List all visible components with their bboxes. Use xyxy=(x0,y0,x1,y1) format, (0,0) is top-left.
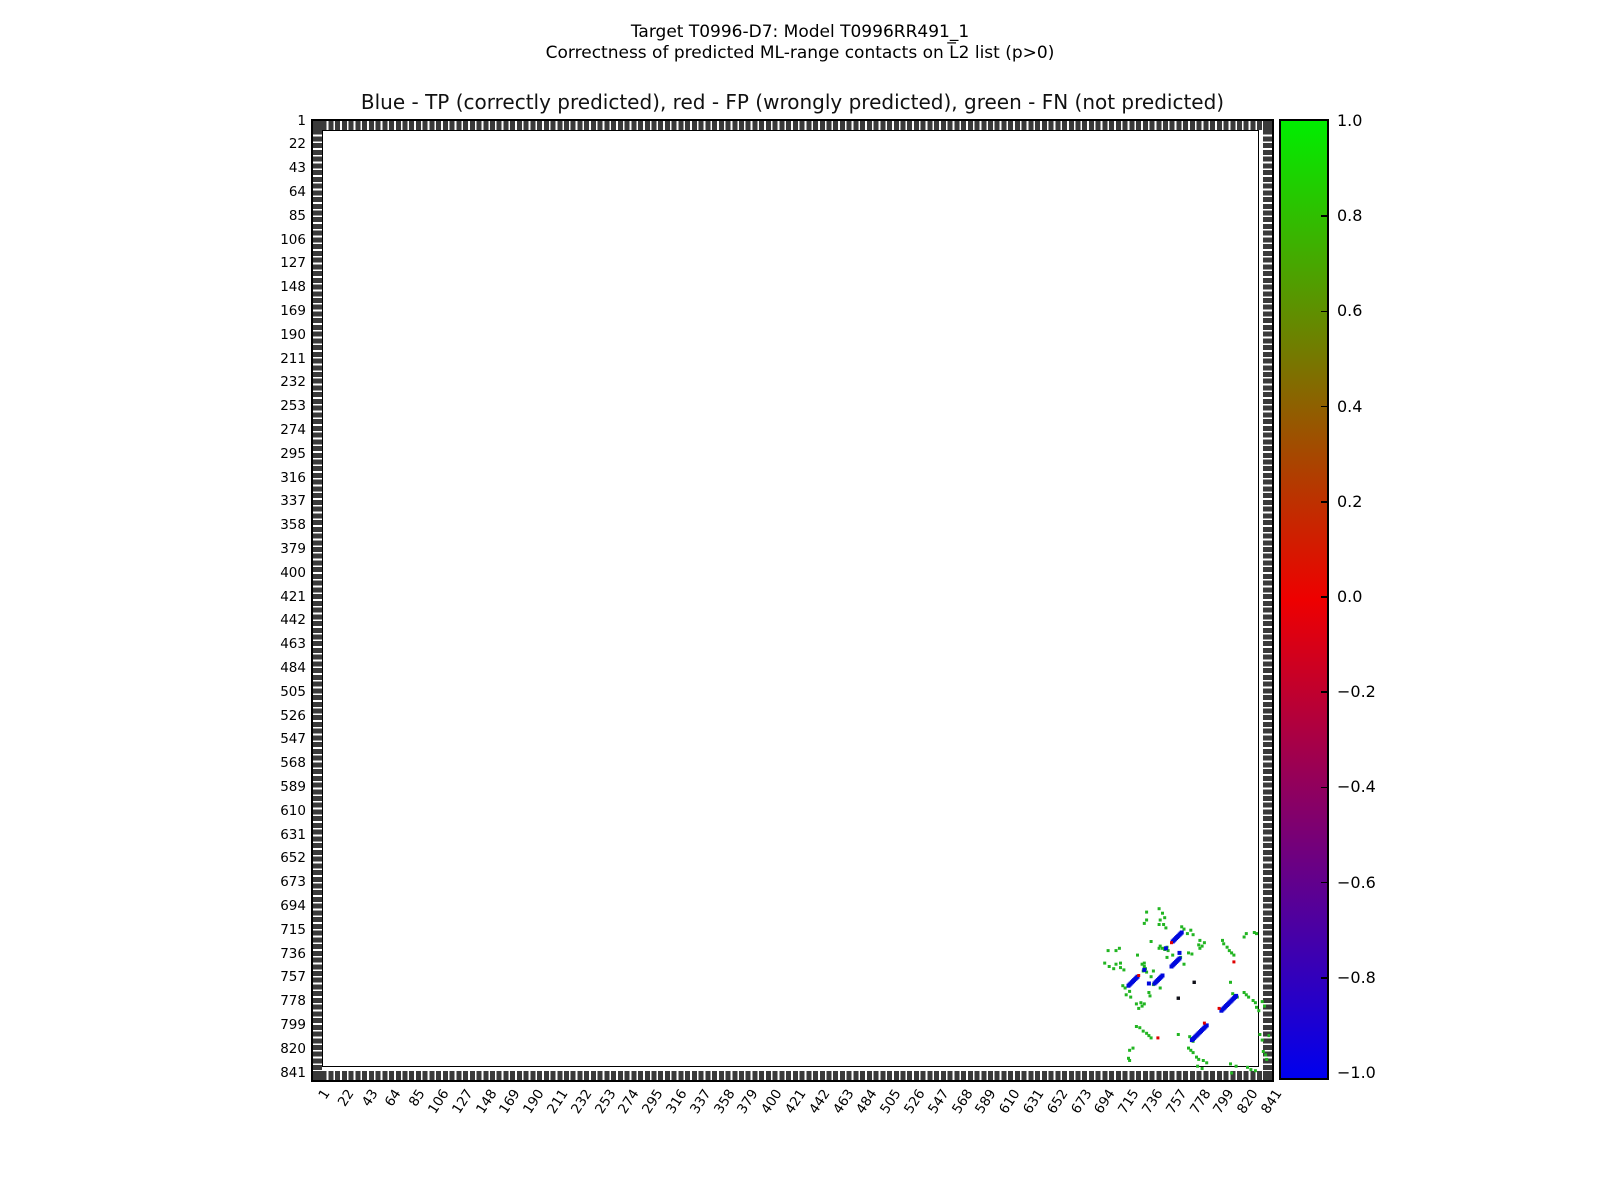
contact-point xyxy=(1202,1059,1205,1062)
contact-point xyxy=(1268,1034,1271,1037)
x-tick-label: 673 xyxy=(1067,1086,1096,1117)
contact-point xyxy=(1107,949,1110,952)
contact-point xyxy=(1203,1022,1206,1025)
x-tick-label: 526 xyxy=(901,1086,929,1117)
contact-point xyxy=(1190,953,1193,956)
axes-title: Blue - TP (correctly predicted), red - FP (wrongly predicted), green - FN (not predicted) xyxy=(360,90,1225,114)
y-tick-label: 190 xyxy=(280,326,306,343)
contact-point xyxy=(1197,1058,1200,1061)
contact-point xyxy=(1141,963,1144,966)
contact-point xyxy=(1150,940,1153,943)
x-tick-label: 820 xyxy=(1234,1086,1262,1117)
contact-point xyxy=(1118,947,1121,950)
contact-point xyxy=(1205,1061,1208,1064)
contact-point xyxy=(1229,981,1232,984)
y-tick-label: 610 xyxy=(280,802,306,819)
contact-point xyxy=(1226,946,1229,949)
x-tick-label: 337 xyxy=(686,1086,715,1117)
y-tick-label: 232 xyxy=(280,374,306,391)
y-tick-label: 253 xyxy=(280,398,306,415)
x-tick-label: 736 xyxy=(1139,1086,1167,1117)
y-tick-label: 442 xyxy=(280,612,306,629)
x-tick-label: 22 xyxy=(334,1086,358,1110)
x-tick-label: 610 xyxy=(996,1086,1024,1117)
contact-point xyxy=(1136,954,1139,957)
colorbar-tick-label: 0.4 xyxy=(1337,396,1363,416)
x-tick-label: 316 xyxy=(663,1086,691,1117)
contact-point xyxy=(1139,1001,1142,1004)
contact-point xyxy=(1129,996,1132,999)
contact-point xyxy=(1197,943,1200,946)
contact-point xyxy=(1159,919,1162,922)
contact-point xyxy=(1115,963,1118,966)
x-tick-label: 694 xyxy=(1091,1086,1119,1117)
x-tick-label: 652 xyxy=(1043,1086,1072,1117)
contact-point xyxy=(1128,1059,1131,1062)
y-tick-label: 211 xyxy=(280,350,306,367)
x-tick-label: 211 xyxy=(544,1086,572,1117)
contact-point xyxy=(1196,1065,1199,1068)
contact-point xyxy=(1218,1007,1221,1010)
colorbar-tick-label: −0.2 xyxy=(1337,682,1376,702)
colorbar-tick-label: −0.4 xyxy=(1337,777,1376,797)
colorbar-tick-label: 0.2 xyxy=(1337,491,1363,511)
contact-point xyxy=(1258,1033,1261,1036)
x-tick-label: 64 xyxy=(382,1086,405,1110)
contact-point xyxy=(1193,981,1196,984)
series-overlap-dark xyxy=(1177,981,1196,1000)
colorbar-tick-mark xyxy=(1321,311,1327,313)
contact-point xyxy=(1263,1005,1266,1008)
contact-point xyxy=(1254,1069,1257,1072)
x-tick-label: 505 xyxy=(877,1086,905,1117)
scatter-layer xyxy=(311,119,1270,1078)
y-tick-label: 652 xyxy=(280,850,306,867)
y-tick-label: 379 xyxy=(280,540,306,557)
contact-point xyxy=(1108,965,1111,968)
contact-point xyxy=(1142,968,1146,972)
contact-point xyxy=(1158,907,1161,910)
contact-point xyxy=(1143,922,1146,925)
y-tick-label: 778 xyxy=(280,993,306,1010)
contact-point xyxy=(1189,929,1192,932)
x-tick-label: 484 xyxy=(853,1086,881,1117)
colorbar-tick-mark xyxy=(1321,787,1327,789)
contact-point xyxy=(1222,942,1225,945)
y-tick-label: 757 xyxy=(280,969,306,986)
contact-point xyxy=(1135,1025,1138,1028)
contact-point xyxy=(1249,1068,1252,1071)
y-tick-label: 358 xyxy=(280,517,306,534)
y-tick-label: 505 xyxy=(280,683,306,700)
contact-point xyxy=(1103,962,1106,965)
x-tick-label: 127 xyxy=(448,1086,477,1117)
colorbar-tick-mark xyxy=(1321,215,1327,217)
contact-point xyxy=(1261,1000,1264,1003)
series-fn-not-predicted- xyxy=(1103,907,1270,1074)
contact-point xyxy=(1145,919,1148,922)
colorbar-gradient xyxy=(1281,121,1327,1078)
x-tick-label: 106 xyxy=(425,1086,453,1117)
contact-point xyxy=(1142,1030,1145,1033)
contact-point xyxy=(1246,1066,1249,1069)
contact-point xyxy=(1135,1002,1138,1005)
x-tick-label: 589 xyxy=(972,1086,1000,1117)
x-tick-label: 85 xyxy=(405,1086,429,1110)
y-tick-label: 85 xyxy=(288,207,306,224)
y-tick-label: 106 xyxy=(280,231,306,248)
contact-point xyxy=(1198,939,1201,942)
contact-point xyxy=(1192,1051,1195,1054)
y-tick-label: 820 xyxy=(280,1040,306,1057)
contact-point xyxy=(1145,911,1148,914)
contact-point xyxy=(1128,990,1131,993)
y-tick-label: 673 xyxy=(280,874,306,891)
y-tick-label: 400 xyxy=(280,564,306,581)
y-tick-label: 547 xyxy=(280,731,306,748)
colorbar-tick-label: 0.8 xyxy=(1337,206,1363,226)
x-tick-label: 358 xyxy=(710,1086,739,1117)
contact-point xyxy=(1198,947,1201,950)
contact-point xyxy=(1150,1036,1153,1039)
contact-point xyxy=(1201,1067,1204,1070)
contact-point xyxy=(1112,967,1115,970)
contact-point xyxy=(1162,923,1165,926)
contact-point xyxy=(1119,966,1122,969)
colorbar-tick-mark xyxy=(1321,691,1327,693)
y-tick-label: 421 xyxy=(280,588,306,605)
x-tick-label: 757 xyxy=(1162,1086,1191,1117)
colorbar-tick-mark xyxy=(1321,501,1327,503)
contact-point xyxy=(1124,987,1127,990)
contact-point xyxy=(1255,1006,1258,1009)
x-tick-label: 547 xyxy=(924,1086,953,1117)
contact-point xyxy=(1257,1009,1260,1012)
contact-point xyxy=(1170,965,1174,969)
x-tick-label: 274 xyxy=(615,1086,643,1117)
contact-point xyxy=(1158,923,1161,926)
contact-point xyxy=(1147,982,1151,986)
y-tick-label: 568 xyxy=(280,755,306,772)
contact-point xyxy=(1255,932,1258,935)
contact-point xyxy=(1164,926,1167,929)
contact-point xyxy=(1164,946,1168,950)
contact-point xyxy=(1159,945,1162,948)
contact-point xyxy=(1262,1050,1265,1053)
y-tick-label: 694 xyxy=(280,897,306,914)
contact-point xyxy=(1170,941,1173,944)
x-tick-label: 400 xyxy=(758,1086,786,1117)
contact-point xyxy=(1187,951,1190,954)
contact-point xyxy=(1245,932,1248,935)
contact-point xyxy=(1221,939,1224,942)
colorbar-tick-label: −0.8 xyxy=(1337,967,1376,987)
y-tick-label: 337 xyxy=(280,493,306,510)
x-tick-label: 799 xyxy=(1210,1086,1238,1117)
y-tick-label: 841 xyxy=(280,1064,306,1081)
contact-point xyxy=(1122,968,1125,971)
x-tick-label: 778 xyxy=(1186,1086,1215,1117)
contact-point xyxy=(1125,993,1128,996)
contact-point xyxy=(1161,912,1164,915)
colorbar-tick-label: 0.6 xyxy=(1337,301,1363,321)
contact-point xyxy=(1132,1047,1135,1050)
contact-point xyxy=(1229,1062,1232,1065)
x-tick-label: 1 xyxy=(315,1086,334,1103)
series-tp-correctly-predicted- xyxy=(1127,931,1239,1043)
x-tick-label: 568 xyxy=(948,1086,977,1117)
y-tick-label: 463 xyxy=(280,636,306,653)
contact-point xyxy=(1183,963,1186,966)
x-tick-label: 295 xyxy=(639,1086,667,1117)
colorbar-tick-label: 0.0 xyxy=(1337,587,1363,606)
contact-point xyxy=(1152,970,1155,973)
contact-point xyxy=(1254,1001,1257,1004)
y-tick-label: 526 xyxy=(280,707,306,724)
contact-point xyxy=(1147,991,1150,994)
contact-point xyxy=(1149,994,1152,997)
figure-title: Target T0996-D7: Model T0996RR491_1 xyxy=(630,22,970,42)
colorbar-tick-label: −0.6 xyxy=(1337,872,1376,892)
x-tick-label: 841 xyxy=(1258,1086,1286,1117)
x-tick-label: 421 xyxy=(782,1086,810,1117)
contact-point xyxy=(1265,1058,1268,1061)
y-tick-label: 64 xyxy=(288,183,306,200)
x-tick-label: 631 xyxy=(1020,1086,1048,1117)
x-tick-label: 190 xyxy=(520,1086,548,1117)
y-tick-label: 43 xyxy=(288,160,306,177)
colorbar-tick-mark xyxy=(1321,596,1327,598)
contact-point xyxy=(1192,933,1195,936)
contact-point xyxy=(1247,996,1250,999)
contact-point xyxy=(1183,928,1186,931)
figure-subtitle: Correctness of predicted ML-range contacts on L̅2 list (p>0) xyxy=(545,43,1055,63)
x-tick-label: 463 xyxy=(829,1086,858,1117)
contact-point xyxy=(1128,1049,1131,1052)
y-tick-label: 316 xyxy=(280,469,306,486)
x-tick-label: 232 xyxy=(567,1086,596,1117)
x-tick-label: 43 xyxy=(358,1086,382,1110)
x-tick-label: 253 xyxy=(591,1086,620,1117)
x-tick-label: 715 xyxy=(1115,1086,1143,1117)
y-tick-label: 1 xyxy=(297,112,306,129)
contact-point xyxy=(1186,932,1189,935)
contact-point xyxy=(1203,941,1206,944)
y-tick-label: 169 xyxy=(280,302,306,319)
x-tick-label: 148 xyxy=(472,1086,501,1117)
y-tick-label: 799 xyxy=(280,1016,306,1033)
x-tick-label: 379 xyxy=(734,1086,762,1117)
contact-point xyxy=(1150,975,1153,978)
y-tick-label: 274 xyxy=(280,421,306,438)
contact-point xyxy=(1243,936,1246,939)
contact-point xyxy=(1137,974,1140,977)
y-tick-label: 295 xyxy=(280,445,306,462)
x-tick-label: 169 xyxy=(496,1086,524,1117)
colorbar xyxy=(1279,119,1329,1080)
y-tick-label: 148 xyxy=(280,279,306,296)
contact-point xyxy=(1178,951,1182,955)
contact-point xyxy=(1163,916,1166,919)
y-tick-label: 127 xyxy=(280,255,306,272)
contact-point xyxy=(1138,1026,1141,1029)
contact-point xyxy=(1143,1002,1146,1005)
colorbar-tick-mark xyxy=(1321,977,1327,979)
colorbar-tick-label: −1.0 xyxy=(1337,1063,1376,1082)
contact-point xyxy=(1166,956,1169,959)
contact-point xyxy=(1261,1039,1264,1042)
y-tick-label: 736 xyxy=(280,945,306,962)
x-tick-label: 442 xyxy=(805,1086,834,1117)
contact-point xyxy=(1230,1072,1233,1075)
colorbar-tick-mark xyxy=(1321,882,1327,884)
contact-point xyxy=(1177,1033,1180,1036)
contact-point xyxy=(1137,1007,1140,1010)
y-tick-label: 22 xyxy=(288,136,306,153)
contact-point xyxy=(1115,949,1118,952)
contact-point xyxy=(1161,974,1165,978)
y-tick-label: 589 xyxy=(280,778,306,795)
contact-point xyxy=(1235,1065,1238,1068)
contact-point xyxy=(1177,997,1180,1000)
colorbar-tick-label: 1.0 xyxy=(1337,111,1363,130)
contact-point xyxy=(1119,962,1122,965)
contact-point xyxy=(1264,1053,1267,1056)
y-tick-label: 631 xyxy=(280,826,306,843)
y-tick-label: 484 xyxy=(280,659,306,676)
contact-point xyxy=(1156,1036,1159,1039)
y-tick-label: 715 xyxy=(280,921,306,938)
contact-point xyxy=(1232,960,1235,963)
series-fp-wrongly-predicted- xyxy=(1137,941,1235,1039)
colorbar-tick-mark xyxy=(1321,406,1327,408)
contact-point xyxy=(1232,954,1235,957)
contact-point xyxy=(1171,954,1174,957)
contact-point xyxy=(1159,987,1162,990)
